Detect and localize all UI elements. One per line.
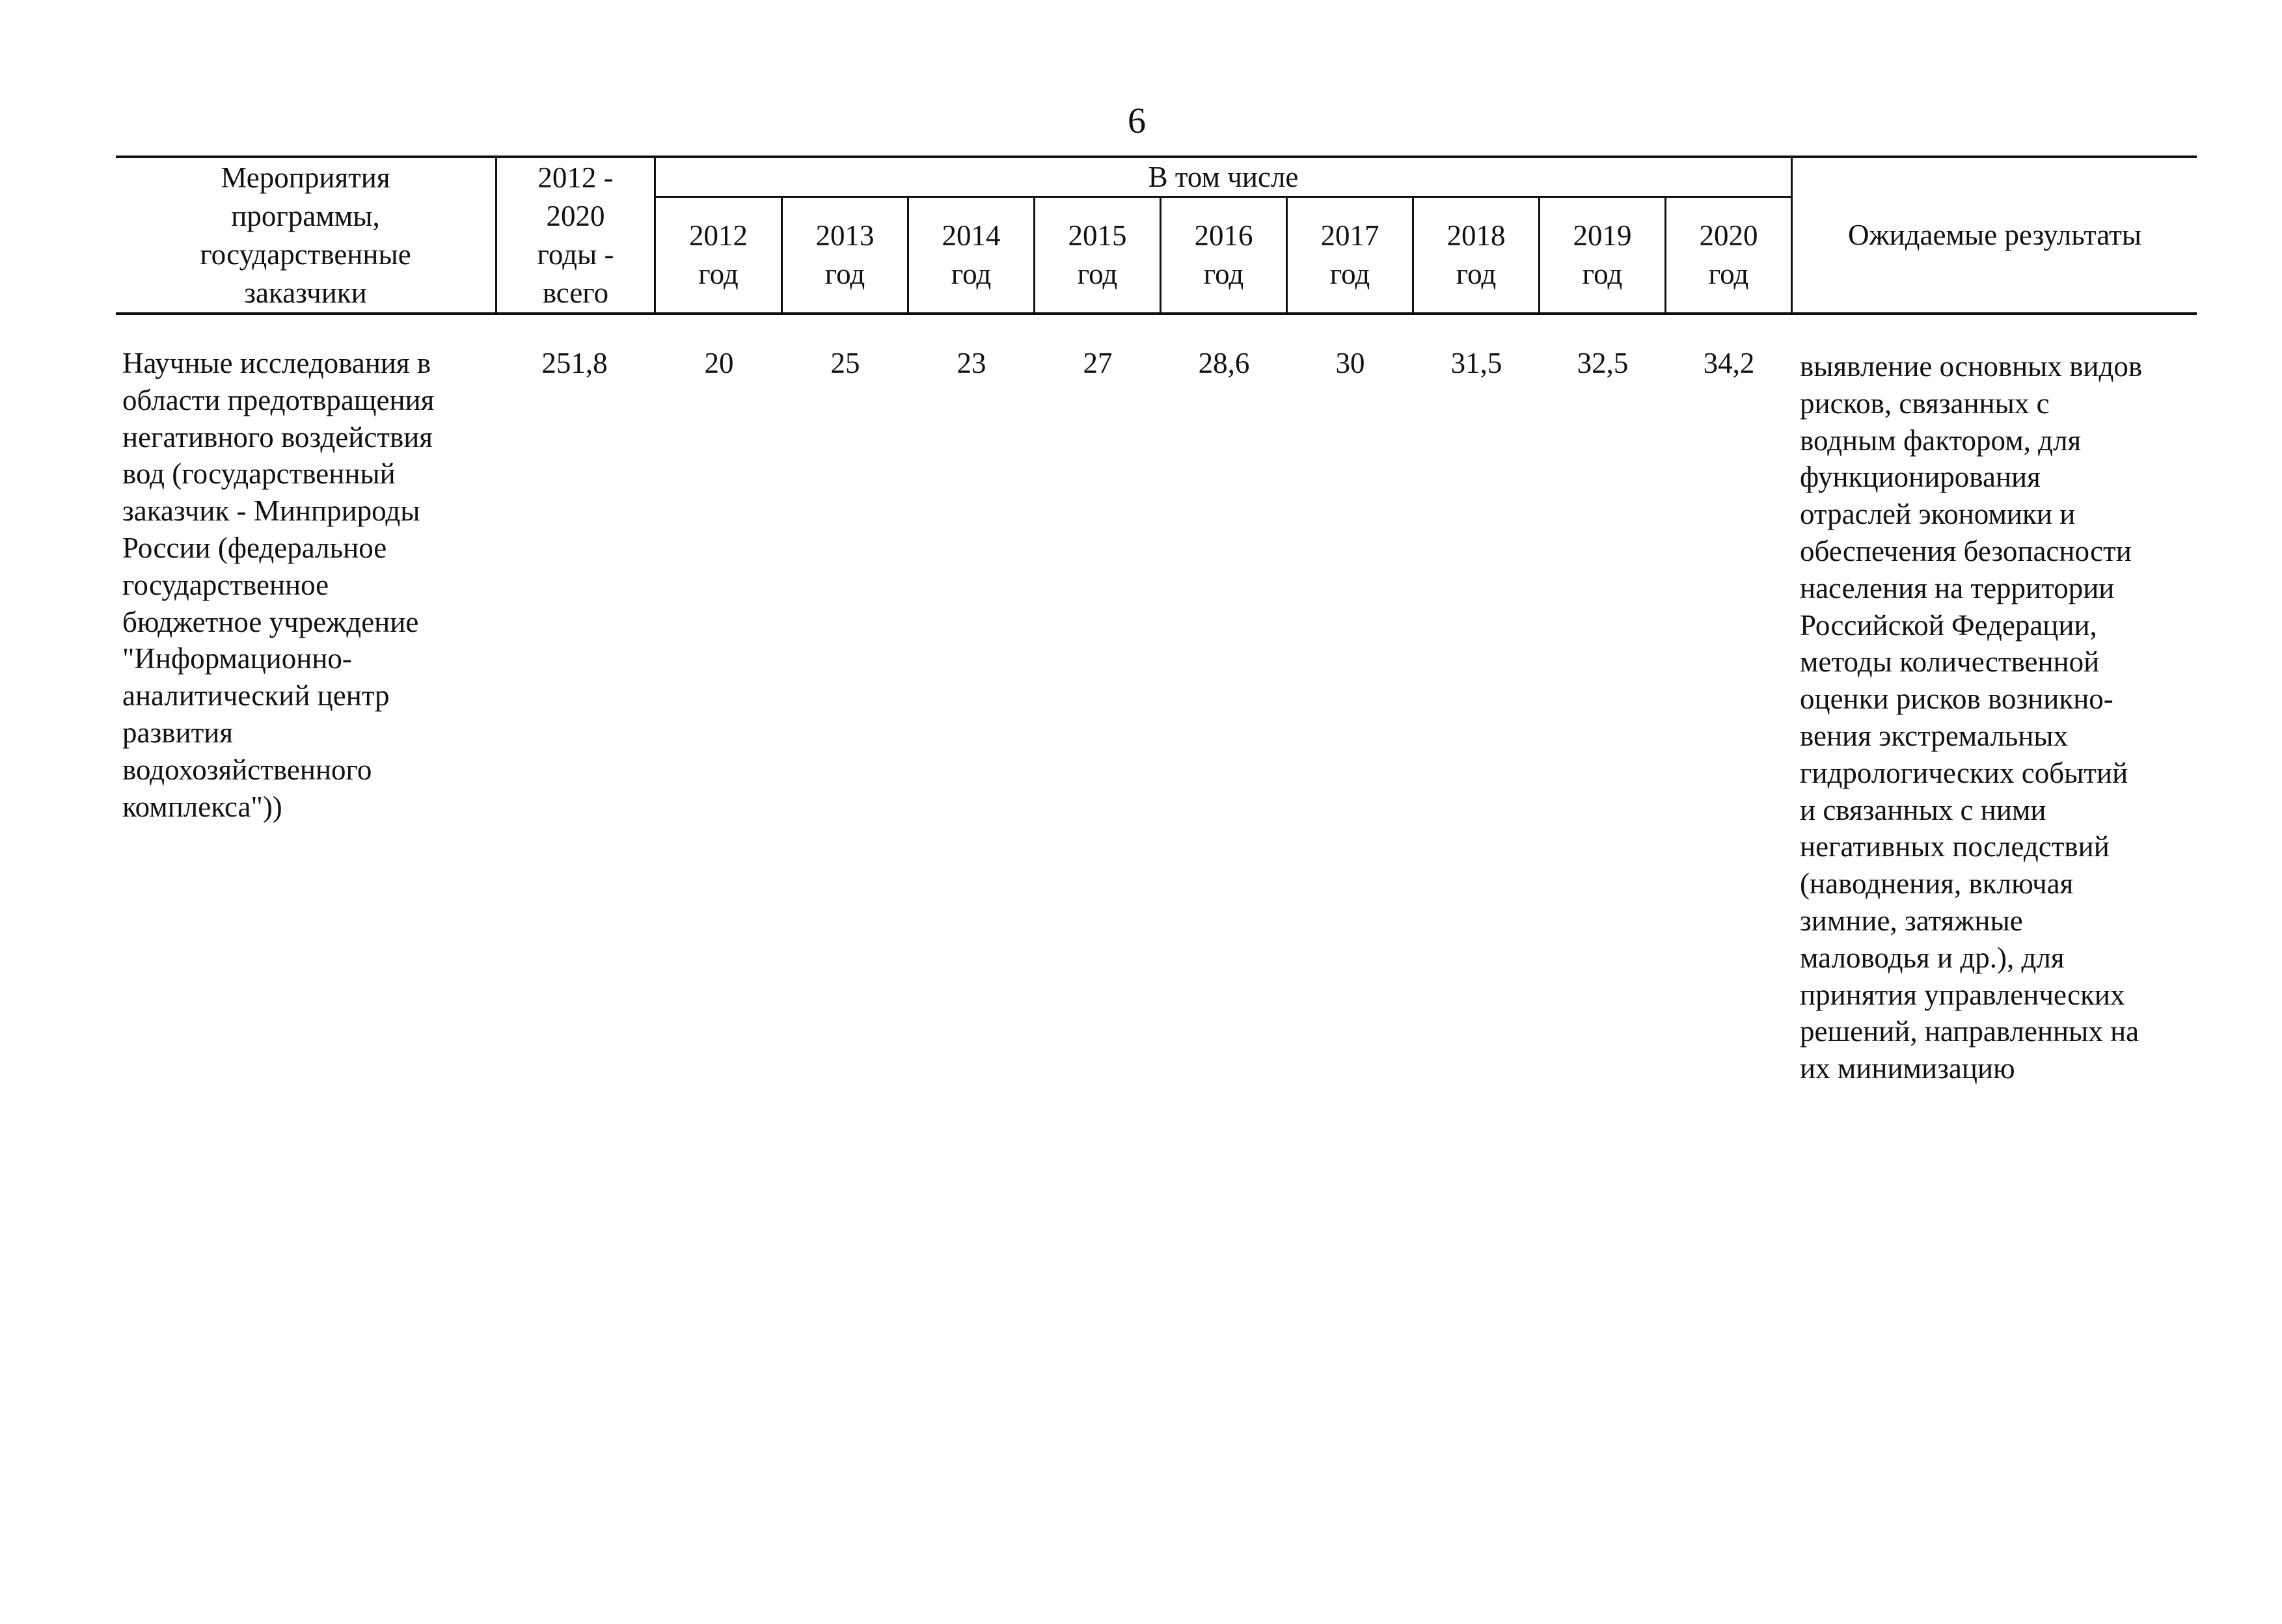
text-line: зимние, затяжные (1800, 904, 2023, 937)
year-unit: год (951, 258, 992, 290)
header-year (1288, 198, 1412, 312)
row-year-value: 28,6 (1198, 347, 1250, 379)
text-line: области предотвращения (122, 383, 435, 416)
row-year-value: 34,2 (1703, 347, 1755, 379)
text-line: заказчик - Минприроды (122, 494, 420, 528)
header-total-line: всего (542, 276, 609, 309)
text-line: и связанных с ними (1800, 793, 2046, 826)
header-measures (116, 158, 495, 312)
text-line: оценки рисков возникно- (1800, 683, 2113, 716)
year-label: 2020 (1699, 219, 1758, 252)
row-year-value: 32,5 (1577, 347, 1629, 379)
text-line: бюджетное учреждение (122, 605, 419, 638)
header-results-text: Ожидаемые результаты (1847, 219, 2141, 251)
text-line: негативных последствий (1800, 830, 2110, 863)
text-line: водным фактором, для (1800, 424, 2082, 457)
row-year-value: 30 (1335, 347, 1365, 379)
text-line: принятия управленческих (1800, 978, 2125, 1011)
text-line: негативного воздействия (122, 420, 433, 453)
text-line: маловодья и др.), для (1800, 941, 2065, 974)
year-label: 2016 (1194, 219, 1253, 252)
row-year-value: 25 (830, 347, 860, 379)
text-line: отраслей экономики и (1800, 498, 2076, 531)
text-line: государственное (122, 568, 329, 601)
header-year (909, 198, 1033, 312)
header-measures-line: Мероприятия (221, 161, 390, 194)
year-label: 2012 (689, 219, 748, 252)
header-bottom-border (116, 312, 2197, 315)
row-year-value: 31,5 (1450, 347, 1502, 379)
row-year-value: 20 (704, 347, 734, 379)
header-year (1540, 198, 1664, 312)
text-line: Российской Федерации, (1800, 608, 2097, 642)
year-label: 2018 (1447, 219, 1506, 252)
row-measure-text (122, 345, 434, 825)
page-number: 6 (1128, 101, 1146, 141)
text-line: "Информационно- (122, 642, 352, 675)
header-year (1414, 198, 1538, 312)
header-subtitle-text: В том числе (1148, 160, 1299, 193)
text-line: России (федеральное (122, 531, 387, 564)
text-line: аналитический центр (122, 679, 390, 712)
text-line: обеспечения безопасности (1800, 534, 2132, 567)
text-line: (наводнения, включая (1800, 867, 2074, 900)
year-unit: год (1203, 258, 1244, 290)
header-total-line: 2012 - (537, 161, 614, 194)
header-measures-line: государственные (200, 237, 411, 271)
text-line: выявление основных видов (1800, 350, 2143, 383)
header-year (1035, 198, 1160, 312)
year-unit: год (698, 258, 739, 290)
header-year (1666, 198, 1791, 312)
row-year-value: 27 (1083, 347, 1113, 379)
text-line: комплекса")) (122, 790, 282, 823)
text-line: вод (государственный (122, 457, 396, 491)
header-measures-line: заказчики (244, 276, 367, 309)
text-line: методы количественной (1800, 645, 2100, 679)
year-label: 2013 (815, 219, 875, 252)
row-total-value: 251,8 (541, 347, 608, 379)
header-year (1161, 198, 1286, 312)
row-results-text (1800, 348, 2142, 1087)
header-results (1793, 158, 2197, 312)
header-total (497, 158, 654, 312)
year-unit: год (1582, 258, 1623, 290)
text-line: рисков, связанных с (1800, 386, 2050, 420)
header-year (656, 198, 781, 312)
text-line: их минимизацию (1800, 1052, 2015, 1085)
header-total-line: годы - (537, 237, 614, 271)
header-subtitle (656, 158, 1791, 196)
text-line: вения экстремальных (1800, 719, 2069, 752)
year-label: 2015 (1068, 219, 1127, 252)
year-label: 2014 (942, 219, 1001, 252)
year-unit: год (1708, 258, 1749, 290)
year-label: 2017 (1320, 219, 1379, 252)
year-unit: год (1329, 258, 1370, 290)
header-year (783, 198, 907, 312)
text-line: гидрологических событий (1800, 756, 2128, 789)
year-label: 2019 (1573, 219, 1632, 252)
text-line: водохозяйственного (122, 753, 372, 786)
text-line: населения на территории (1800, 571, 2115, 604)
header-total-line: 2020 (546, 199, 605, 232)
header-measures-line: программы, (231, 199, 380, 232)
text-line: развития (122, 716, 234, 749)
year-unit: год (824, 258, 865, 290)
text-line: решений, направленных на (1800, 1015, 2139, 1048)
text-line: функционирования (1800, 461, 2041, 494)
year-unit: год (1077, 258, 1118, 290)
text-line: Научные исследования в (122, 347, 431, 379)
row-year-value: 23 (957, 347, 986, 379)
year-unit: год (1456, 258, 1497, 290)
